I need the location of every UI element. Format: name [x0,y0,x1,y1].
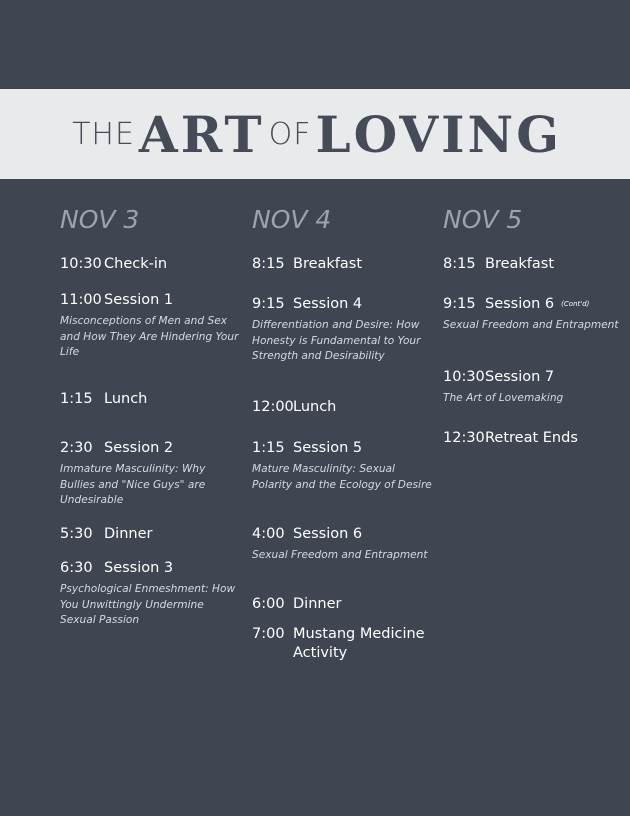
schedule-entry [60,291,240,361]
entry-description: Sexual Freedom and Entrapment [252,549,428,561]
entry-time: 9:15 [252,296,285,312]
entry-label: Session 4 [293,296,363,312]
entry-time: 12:00 [252,399,294,415]
entry-label: Session 6 [293,526,363,542]
schedule-entry [443,368,623,407]
entry-time: 9:15 [443,296,476,312]
entry-row [60,439,240,458]
title-art: ART [138,104,265,164]
entry-description: Mature Masculinity: Sexual Polarity and the Ecology of Desire [252,463,432,491]
schedule-entry [60,559,240,629]
entry-row [252,439,438,458]
schedule-entry [443,429,623,448]
schedule-entry [252,255,438,274]
entry-description: The Art of Lovemaking [443,392,564,404]
entry-time: 12:30 [443,430,485,446]
schedule-entry [443,255,623,274]
entry-row [60,255,240,274]
entry-label: Dinner [104,526,153,542]
title-banner [0,89,630,179]
day-heading: NOV 4 [252,205,332,234]
entry-row [252,595,438,614]
entry-description: Differentiation and Desire: How Honesty is Fundamental to Your Strength and Desirability [252,319,421,363]
entry-time: 2:30 [60,440,93,456]
entry-label: Session 7 [485,369,555,385]
entry-row [443,429,623,448]
schedule-entry [443,295,623,334]
entry-time: 7:00 [252,626,285,642]
schedule-entry [60,255,240,274]
schedule-entry [252,625,438,663]
day-heading: NOV 3 [60,205,140,234]
title-of: OF [268,116,312,152]
entry-label: Session 1 [104,292,174,308]
entry-label: Lunch [104,391,148,407]
entry-time: 1:15 [252,440,285,456]
entry-row [60,390,240,409]
schedule-entry [252,295,438,365]
entry-description: Sexual Freedom and Entrapment [443,319,619,331]
entry-label: Breakfast [485,256,555,272]
entry-label: Session 3 [104,560,174,576]
entry-time: 8:15 [443,256,476,272]
entry-time: 4:00 [252,526,285,542]
entry-time: 10:30 [60,256,102,272]
entry-row [60,525,240,544]
entry-note: (Cont'd) [561,300,590,308]
entry-description: Misconceptions of Men and Sex and How They Are Hindering Your Life [60,315,239,359]
entry-row [443,368,623,387]
entry-label: Check-in [104,256,168,272]
schedule-entry [252,439,438,493]
entry-time: 5:30 [60,526,93,542]
entry-time: 6:00 [252,596,285,612]
entry-time: 6:30 [60,560,93,576]
entry-row [252,398,438,417]
entry-label: Retreat Ends [485,430,578,446]
entry-label: Session 6 [485,296,555,312]
schedule-entry [252,525,438,564]
entry-row [252,295,438,314]
entry-label: Lunch [293,399,337,415]
entry-time: 8:15 [252,256,285,272]
title-loving: LOVING [315,104,562,164]
entry-time: 10:30 [443,369,485,385]
schedule-entry [60,525,240,544]
day-heading: NOV 5 [443,205,523,234]
entry-label: Session 5 [293,440,363,456]
schedule-entry [252,398,438,417]
schedule-entry [60,439,240,509]
entry-row [443,295,623,314]
title-the: THE [72,116,135,152]
entry-row [60,559,240,578]
schedule-entry [252,595,438,614]
entry-description: Immature Masculinity: Why Bullies and "Nice Guys" are Undesirable [60,463,206,507]
entry-row [252,625,438,663]
entry-label: Dinner [293,596,342,612]
entry-time: 11:00 [60,292,102,308]
schedule-entry [60,390,240,409]
entry-row [60,291,240,310]
entry-row [252,525,438,544]
entry-time: 1:15 [60,391,93,407]
entry-row [443,255,623,274]
entry-label: Mustang Medicine Activity [293,626,425,661]
entry-row [252,255,438,274]
entry-description: Psychological Enmeshment: How You Unwittingly Undermine Sexual Passion [60,583,236,627]
entry-label: Breakfast [293,256,363,272]
entry-label: Session 2 [104,440,174,456]
